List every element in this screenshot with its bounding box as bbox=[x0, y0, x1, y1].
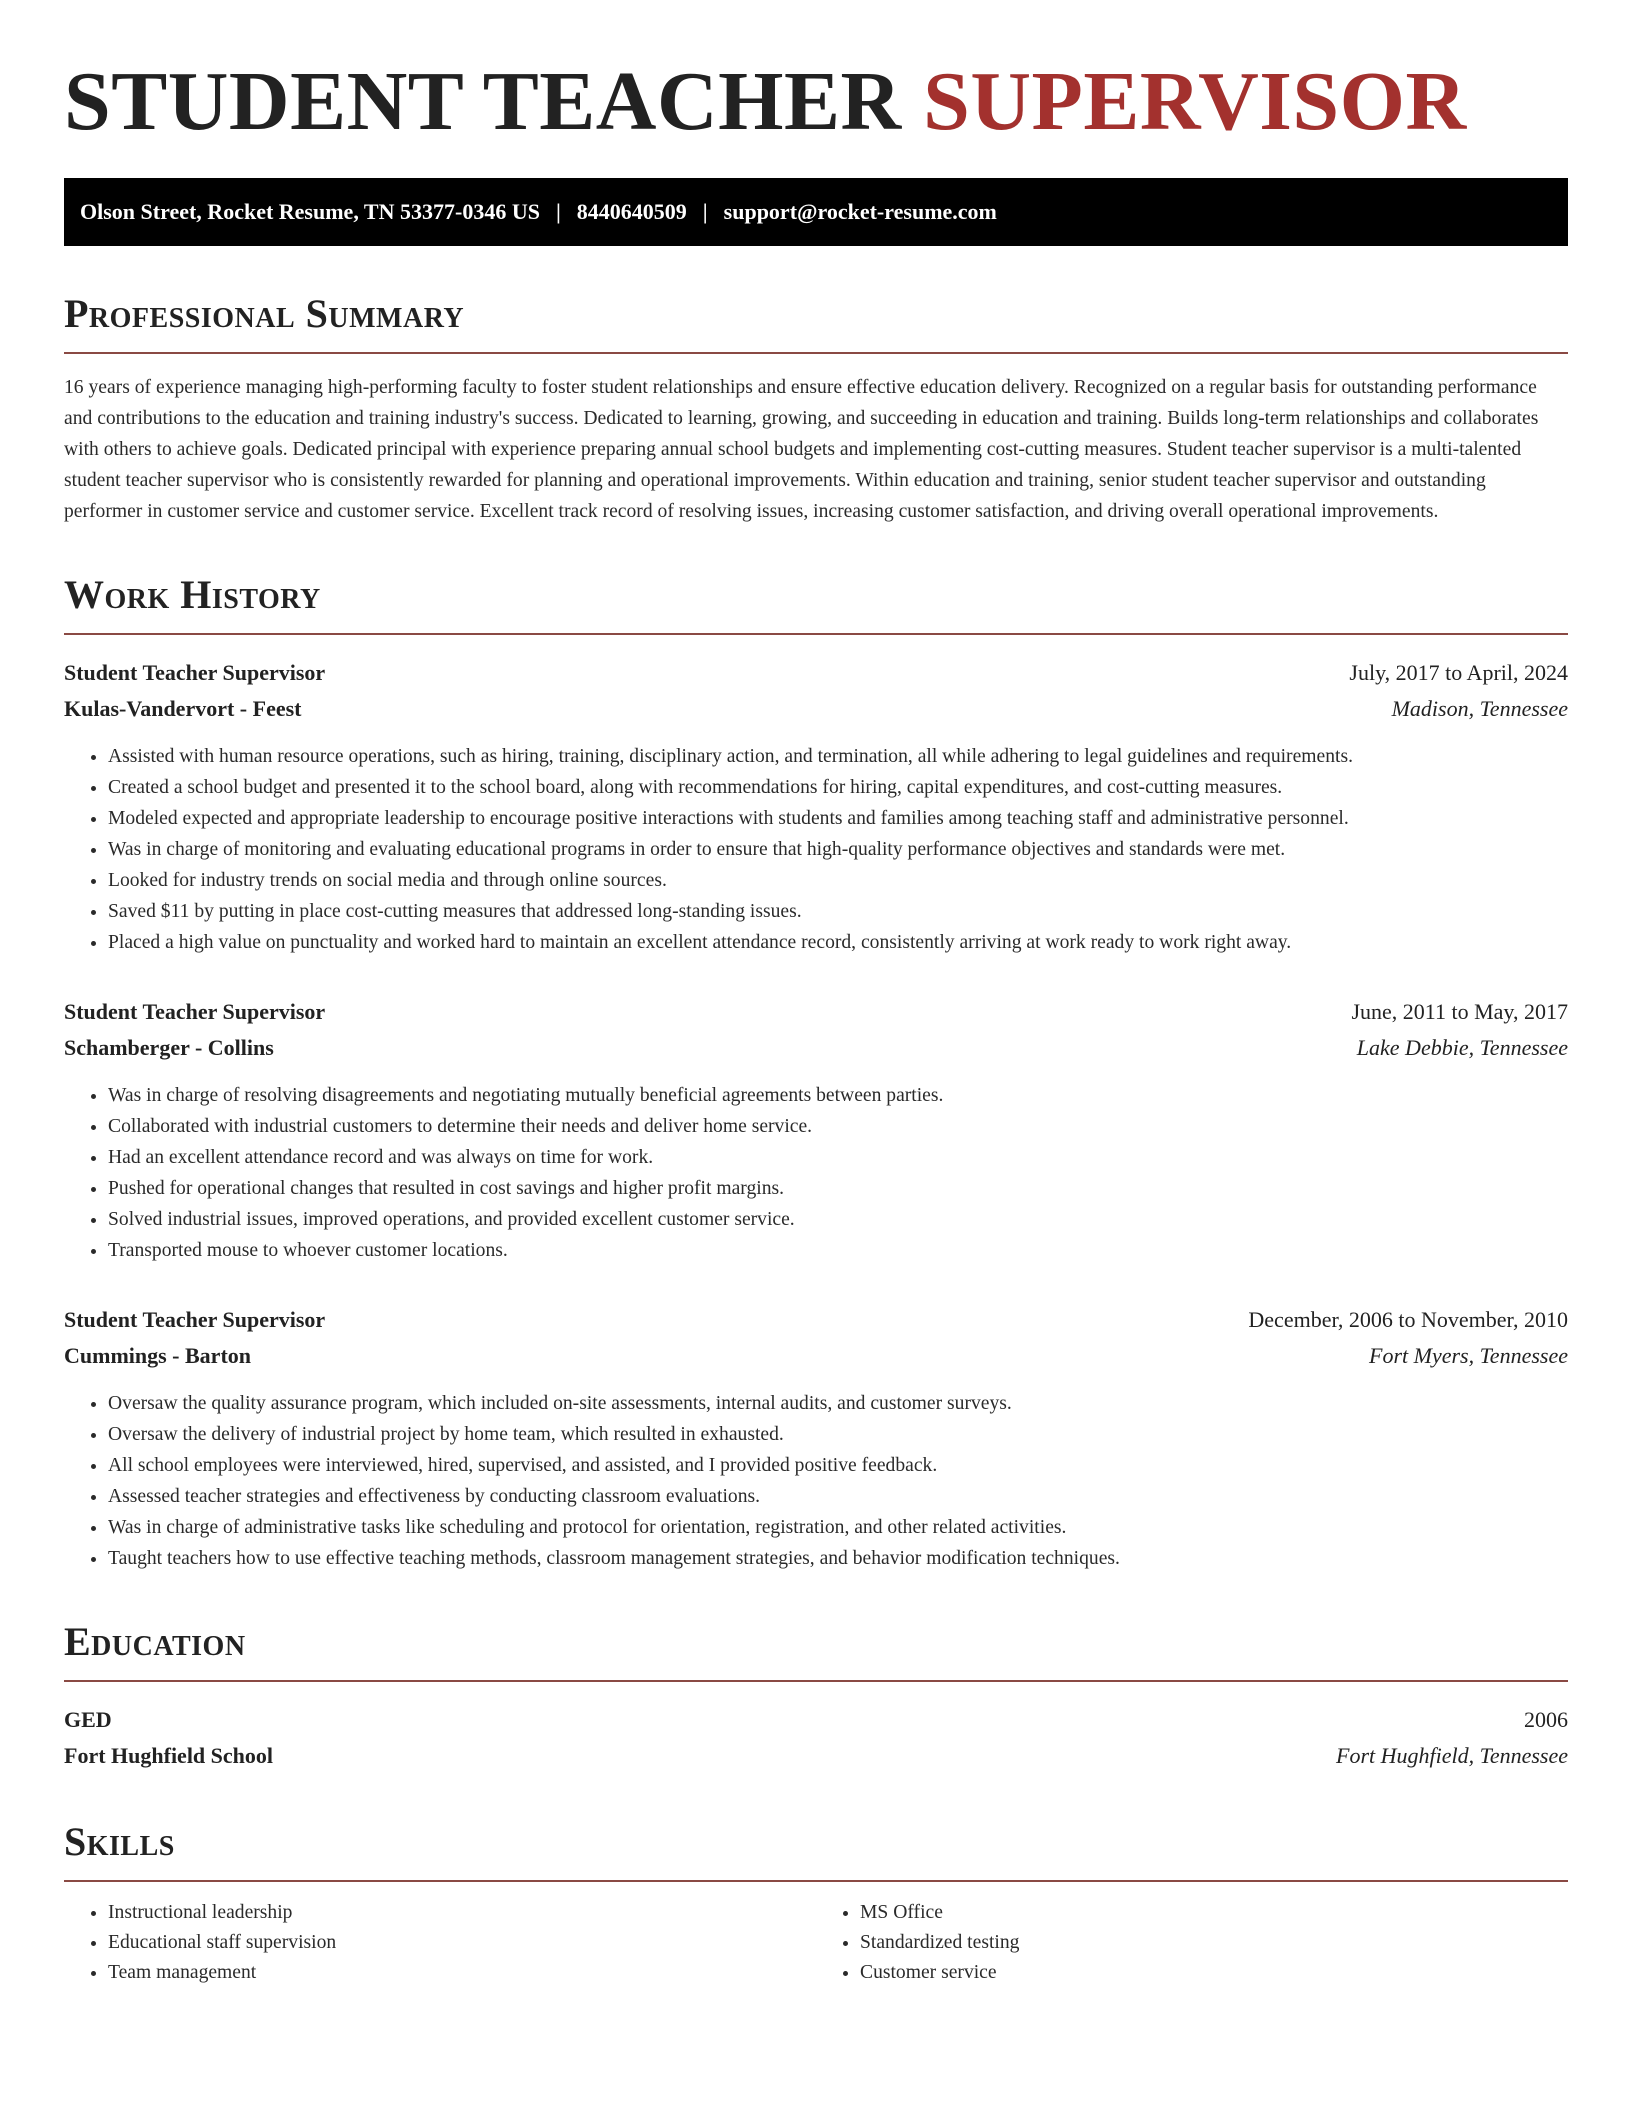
job-bullets bbox=[64, 1388, 1568, 1574]
list-item: • Was in charge of administrative tasks like scheduling and protocol for orientation, registration, and other related activities. bbox=[108, 1512, 1568, 1543]
list-item: • Placed a high value on punctuality and worked hard to maintain an excellent attendance record, consistently arriving at work ready to work right away. bbox=[108, 927, 1568, 958]
job-dates: June, 2011 to May, 2017 bbox=[1351, 999, 1568, 1024]
job-entry bbox=[64, 1302, 1568, 1574]
section-divider bbox=[64, 1880, 1568, 1882]
list-item: • Taught teachers how to use effective teaching methods, classroom management strategies, and behavior modification techniques. bbox=[108, 1543, 1568, 1574]
job-bullets bbox=[64, 741, 1568, 958]
skill-item: • Educational staff supervision bbox=[108, 1928, 816, 1958]
section-divider bbox=[64, 352, 1568, 354]
education-location: Fort Hughfield, Tennessee bbox=[1336, 1743, 1568, 1768]
summary-text: 16 years of experience managing high-performing faculty to foster student relationships and ensure effective education delivery. Recognized on a regular basis for outstanding performance and contributions to the education and training industry's success. Dedicated to learning, growing, and succeeding in education and training. Builds long-term relationships and collaborates with others to achieve goals. Dedicated principal with experience preparing annual school budgets and implementing cost-cutting measures. Student teacher supervisor is a multi-talented student teacher supervisor who is consistently rewarded for planning and operational improvements. Within education and training, senior student teacher supervisor and outstanding performer in customer service and customer service. Excellent track record of resolving issues, increasing customer satisfaction, and driving overall operational improvements. bbox=[64, 377, 1539, 522]
contact-separator: | bbox=[702, 199, 708, 224]
name-accent: SUPERVISOR bbox=[923, 55, 1467, 148]
contact-email: support@rocket-resume.com bbox=[723, 199, 997, 224]
list-item: • Had an excellent attendance record and was always on time for work. bbox=[108, 1142, 1568, 1173]
skill-item: • Customer service bbox=[860, 1958, 1568, 1988]
work-history-heading: Work History bbox=[64, 572, 321, 617]
candidate-name bbox=[64, 56, 1568, 148]
skills-list bbox=[64, 1898, 1568, 1988]
education-school: Fort Hughfield School bbox=[64, 1743, 274, 1768]
section-divider bbox=[64, 633, 1568, 635]
job-bullets bbox=[64, 1080, 1568, 1266]
contact-bar bbox=[64, 178, 1568, 246]
job-role: Student Teacher Supervisor bbox=[64, 660, 326, 685]
list-item: • Assessed teacher strategies and effectiveness by conducting classroom evaluations. bbox=[108, 1481, 1568, 1512]
list-item: • Solved industrial issues, improved operations, and provided excellent customer service. bbox=[108, 1204, 1568, 1235]
skills-column-right bbox=[816, 1898, 1568, 1988]
list-item: • Modeled expected and appropriate leadership to encourage positive interactions with students and families among teaching staff and administrative personnel. bbox=[108, 803, 1568, 834]
list-item: • Looked for industry trends on social media and through online sources. bbox=[108, 865, 1568, 896]
list-item: • Saved $11 by putting in place cost-cutting measures that addressed long-standing issues. bbox=[108, 896, 1568, 927]
list-item: • Transported mouse to whoever customer locations. bbox=[108, 1235, 1568, 1266]
list-item: • Pushed for operational changes that resulted in cost savings and higher profit margins. bbox=[108, 1173, 1568, 1204]
job-dates: July, 2017 to April, 2024 bbox=[1349, 660, 1568, 685]
name-main: STUDENT TEACHER bbox=[64, 55, 902, 148]
education-year: 2006 bbox=[1524, 1707, 1568, 1732]
job-location: Lake Debbie, Tennessee bbox=[1356, 1035, 1568, 1060]
contact-address: Olson Street, Rocket Resume, TN 53377-0346 US bbox=[80, 199, 540, 224]
summary-heading: Professional Summary bbox=[64, 291, 465, 336]
job-role: Student Teacher Supervisor bbox=[64, 999, 326, 1024]
list-item: • Was in charge of monitoring and evaluating educational programs in order to ensure that high-quality performance objectives and standards were met. bbox=[108, 834, 1568, 865]
job-entry bbox=[64, 994, 1568, 1266]
education-heading: Education bbox=[64, 1619, 246, 1664]
skill-item: • Standardized testing bbox=[860, 1928, 1568, 1958]
education-entry bbox=[64, 1702, 1568, 1774]
job-location: Madison, Tennessee bbox=[1391, 696, 1568, 721]
skill-item: • Instructional leadership bbox=[108, 1898, 816, 1928]
list-item: • Oversaw the delivery of industrial project by home team, which resulted in exhausted. bbox=[108, 1419, 1568, 1450]
skills-column-left bbox=[64, 1898, 816, 1988]
education-degree: GED bbox=[64, 1707, 112, 1732]
job-company: Cummings - Barton bbox=[64, 1343, 252, 1368]
job-dates: December, 2006 to November, 2010 bbox=[1248, 1307, 1568, 1332]
job-company: Kulas-Vandervort - Feest bbox=[64, 696, 302, 721]
list-item: • Created a school budget and presented it to the school board, along with recommendations for hiring, capital expenditures, and cost-cutting measures. bbox=[108, 772, 1568, 803]
contact-phone: 8440640509 bbox=[576, 199, 687, 224]
skill-item: • Team management bbox=[108, 1958, 816, 1988]
skills-heading: Skills bbox=[64, 1819, 175, 1864]
list-item: • Was in charge of resolving disagreements and negotiating mutually beneficial agreements between parties. bbox=[108, 1080, 1568, 1111]
section-divider bbox=[64, 1680, 1568, 1682]
job-role: Student Teacher Supervisor bbox=[64, 1307, 326, 1332]
job-company: Schamberger - Collins bbox=[64, 1035, 274, 1060]
list-item: • Collaborated with industrial customers to determine their needs and deliver home service. bbox=[108, 1111, 1568, 1142]
skill-item: • MS Office bbox=[860, 1898, 1568, 1928]
contact-separator: | bbox=[555, 199, 561, 224]
job-location: Fort Myers, Tennessee bbox=[1369, 1343, 1568, 1368]
list-item: • Assisted with human resource operations, such as hiring, training, disciplinary action, and termination, all while adhering to legal guidelines and requirements. bbox=[108, 741, 1568, 772]
list-item: • Oversaw the quality assurance program, which included on-site assessments, internal audits, and customer surveys. bbox=[108, 1388, 1568, 1419]
list-item: • All school employees were interviewed, hired, supervised, and assisted, and I provided positive feedback. bbox=[108, 1450, 1568, 1481]
job-entry bbox=[64, 655, 1568, 958]
